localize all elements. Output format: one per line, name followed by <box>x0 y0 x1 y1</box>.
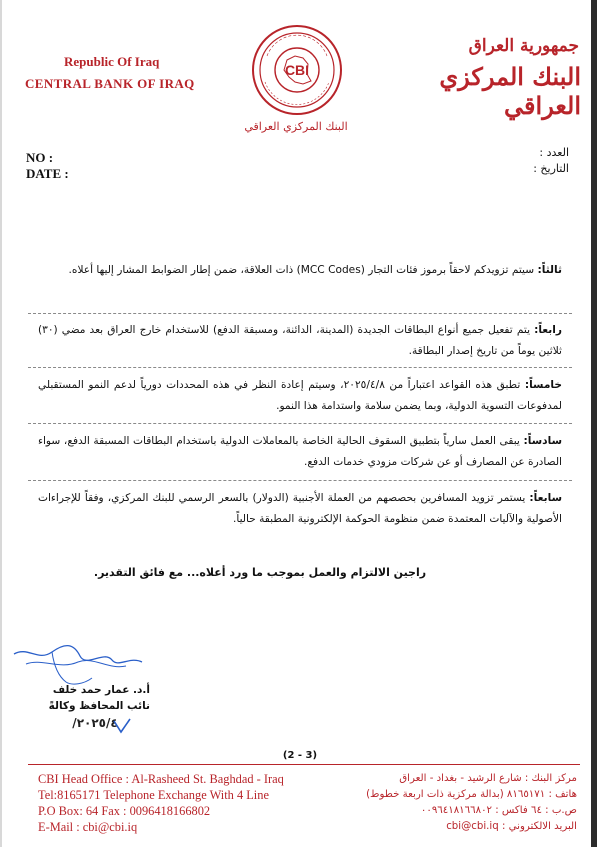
signatory-title: نائب المحافظ وكالةً <box>48 700 150 712</box>
footer-arabic-email: البريد الالكتروني : cbi@cbi.iq <box>446 821 577 832</box>
footer-divider <box>28 764 580 765</box>
reference-date-label-ar: التاريخ : <box>533 162 569 175</box>
divider <box>28 423 572 424</box>
right-page-edge <box>591 0 597 847</box>
left-page-edge <box>0 0 2 847</box>
divider <box>28 367 572 368</box>
seal-text: CBI <box>284 62 310 78</box>
page-number: (2 - 3) <box>282 750 318 761</box>
paragraph-fifth <box>38 375 562 417</box>
paragraph-seventh-text: يستمر تزويد المسافرين بحصصهم من العملة الأجنبية (الدولار) بالسعر الرسمي للبنك المركزي، وفقاً للإجراءات الأصولية والآليات المعتمدة ضمن منظومة الحوكمة الإلكترونية المطبقة حالياً. <box>38 492 562 525</box>
letterhead-arabic-country: جمهورية العراق <box>468 36 579 56</box>
footer-arabic-phone: هاتف : ٨١٦٥١٧١ (بدالة مركزية ذات اربعة خطوط) <box>366 789 577 800</box>
paragraph-third-lead: ثالثاً: <box>537 264 562 276</box>
letterhead-arabic-bank: البنك المركزي العراقي <box>439 62 581 120</box>
footer-arabic-pobox-fax: ص.ب : ٦٤ فاكس : ٠٠٩٦٤١٨١٦٦٨٠٢ <box>420 805 577 816</box>
reference-number-label-en: NO : <box>26 150 54 165</box>
seal-caption: البنك المركزي العراقي <box>244 120 348 133</box>
footer-english-email: E-Mail : cbi@cbi.iq <box>38 820 138 834</box>
signatory-name: أ.د. عمار حمد خلف <box>52 684 150 696</box>
reference-number-label-ar: العدد : <box>539 146 569 159</box>
letterhead-english-bank: CENTRAL BANK OF IRAQ <box>25 76 195 91</box>
handwritten-check-icon <box>112 717 132 735</box>
signature-date: ٢٠٢٥/٤/ <box>72 716 118 730</box>
central-bank-seal-icon <box>251 24 343 116</box>
footer-english-address: CBI Head Office : Al-Rasheed St. Baghdad - Iraq <box>38 772 284 786</box>
letterhead-english-country: Republic Of Iraq <box>64 54 160 69</box>
paragraph-fourth-text: يتم تفعيل جميع أنواع البطاقات الجديدة (المدينة، الدائنة، ومسبقة الدفع) للاستخدام خارج العراق بعد مضي (٣٠) ثلاثين يوماً من تاريخ إصدار البطاقة. <box>38 324 562 357</box>
paragraph-sixth-text: يبقى العمل سارياً بتطبيق السقوف الحالية الخاصة بالمعاملات الدولية باستخدام البطاقات المسبقة الدفع، سواء الصادرة عن المصارف أو عن شركات مزودي خدمات الدفع. <box>38 435 562 468</box>
paragraph-fifth-text: تطبق هذه القواعد اعتباراً من ٢٠٢٥/٤/٨، وسيتم إعادة النظر في هذه المحددات دورياً لدعم النمو المستقبلي لمدفوعات التسوية الدولية، وبما يضمن سلامة واستدامة هذا النمو. <box>38 379 562 412</box>
reference-date-label-en: DATE : <box>26 166 69 181</box>
divider <box>28 480 572 481</box>
paragraph-sixth <box>38 431 562 473</box>
paragraph-fourth <box>38 320 562 362</box>
footer-arabic-address: مركز البنك : شارع الرشيد - بغداد - العراق <box>399 773 577 784</box>
paragraph-sixth-lead: سادساً: <box>523 435 562 447</box>
paragraph-fifth-lead: خامساً: <box>524 379 562 391</box>
divider <box>28 313 572 314</box>
paragraph-seventh <box>38 488 562 530</box>
paragraph-third-text: سيتم تزويدكم لاحقاً برموز فئات التجار (MCC Codes) ذات العلاقة، ضمن إطار الضوابط المشار إليها أعلاه. <box>68 264 538 276</box>
footer-english-pobox-fax: P.O Box: 64 Fax : 0096418166802 <box>38 804 211 818</box>
paragraph-third <box>38 260 562 281</box>
paragraph-fourth-lead: رابعاً: <box>534 324 562 336</box>
footer-english-phone: Tel:8165171 Telephone Exchange With 4 Line <box>38 788 269 802</box>
paragraph-seventh-lead: سابعاً: <box>529 492 562 504</box>
closing-statement: راجين الالتزام والعمل بموجب ما ورد أعلاه... مع فائق التقدير. <box>93 566 427 579</box>
